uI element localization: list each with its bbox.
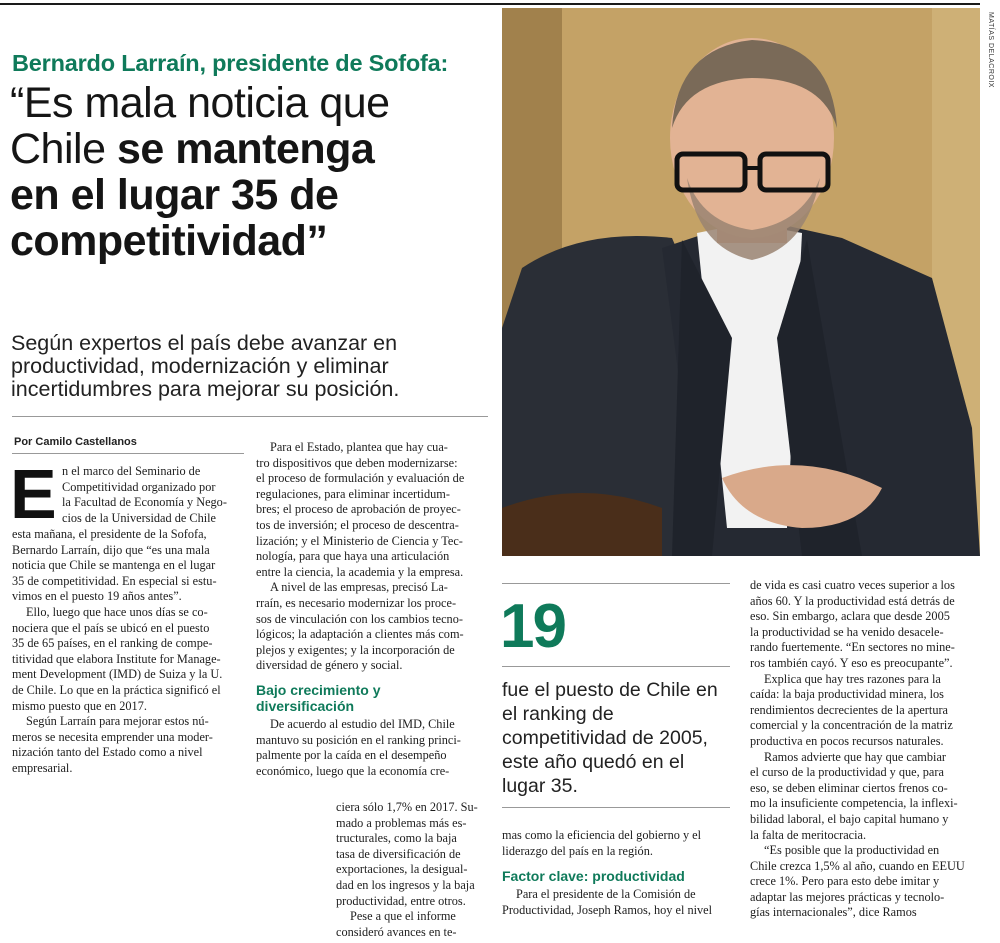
stat-line: este año quedó en el [502,751,685,773]
text-line: tro dispositivos que deben modernizarse: [256,455,458,470]
drop-cap: E [10,455,57,533]
byline-rule [12,453,244,454]
column-4 [750,578,982,921]
text-line: titividad que elabora Institute for Manage- [12,651,221,666]
text-line: caída: la baja productividad minera, los [750,687,944,702]
stat-top-rule [502,583,730,584]
stat-bottom-rule [502,807,730,808]
text-line: noticia que Chile se mantenga en el lugar [12,558,216,573]
stat-line: fue el puesto de Chile en [502,679,718,701]
subhead-line: diversificación [256,697,355,714]
text-line: mantuvo su posición en el ranking princi- [256,732,461,747]
text-line: eso. Sin embargo, aclara que desde 2005 [750,609,950,624]
text-line: tasa de diversificación de [336,846,461,861]
text-line: crece 1%. Pero para esto debe imitar y [750,874,940,889]
text-line: empresarial. [12,760,73,775]
text-line: mismo puesto que en 2017. [12,698,147,713]
text-line: bres; el proceso de aprobación de proyec- [256,502,461,517]
text-line: Bernardo Larraín, dijo que “es una mala [12,542,210,557]
text-line: Para el presidente de la Comisión de [516,887,696,902]
text-line: gías internacionales”, dice Ramos [750,905,917,920]
deck-line: productividad, modernización y eliminar [11,354,389,378]
text-line: rando fuertemente. “En sectores no mine- [750,640,955,655]
deck [11,332,491,401]
text-line: Competitividad organizado por [62,479,216,494]
text-line: rraín, es necesario modernizar los proce- [256,595,457,610]
text-line: rendimientos decrecientes de la apertura [750,702,949,717]
text-line: dad en los ingresos y la baja [336,877,475,892]
text-line: ros también cayó. Y eso es preocupante”. [750,655,953,670]
text-line: consideró avances en te- [336,924,457,939]
text-line: bilidad laboral, el bajo capital humano y [750,811,949,826]
text-line: Ramos advierte que hay que cambiar [764,749,946,764]
text-line: años 60. Y la productividad está detrás de [750,593,955,608]
text-line: diversidad de género y social. [256,658,403,673]
text-line: nización tanto del Estado como a nivel [12,745,203,760]
text-line: n el marco del Seminario de [62,464,201,478]
portrait-photo [502,8,980,556]
headline-line [10,126,490,172]
stat-line: competitividad de 2005, [502,727,708,749]
text-line: regulaciones, para eliminar incertidum- [256,486,450,501]
text-line: 35 de competitividad. En especial si estu- [12,573,217,588]
text-line: nociera que el país se ubicó en el puesto [12,620,210,635]
text-line: cios de la Universidad de Chile [62,510,217,525]
text-line: el curso de la productividad y que, para [750,765,944,780]
text-line: lización; y el Ministerio de Ciencia y Tec- [256,533,463,548]
text-line: Pese a que el informe [350,909,456,924]
headline-line: “Es mala noticia que [10,79,390,127]
text-line: la Facultad de Economía y Nego- [62,495,227,510]
headline-plain: Chile [10,125,117,173]
headline-bold: competitividad” [10,217,328,265]
text-line: entre la ciencia, la academia y la empresa. [256,564,464,579]
text-line: de Chile. Lo que en la práctica significó el [12,682,221,697]
text-line: mo la insuficiente competencia, la inflexi- [750,796,958,811]
subhead-growth [256,682,490,714]
column-1-drop [62,464,242,526]
text-line: la productividad se ha venido desacele- [750,624,944,639]
text-line: de vida es casi cuatro veces superior a los [750,578,955,592]
text-line: mas como la eficiencia del gobierno y el [502,828,702,842]
text-line: 35 de 65 países, en el ranking de compe- [12,636,213,651]
text-line: palmente por la caída en el desempeño [256,748,447,763]
text-line: tructurales, como la baja [336,831,457,846]
text-line: Para el Estado, plantea que hay cua- [270,440,448,454]
text-line: económico, luego que la economía cre- [256,763,450,778]
text-line: exportaciones, la desigual- [336,862,468,877]
text-line: esta mañana, el presidente de la Sofofa, [12,527,207,541]
text-line: De acuerdo al estudio del IMD, Chile [270,716,455,731]
text-line: productividad, entre otros. [336,893,466,908]
text-line: sos de vinculación con los cambios tecno- [256,611,463,626]
photo-credit: MATÍAS DELACROIX [987,12,994,88]
top-rule [0,3,980,5]
stat-number: 19 [500,592,565,661]
text-line: productiva en pocos recursos naturales. [750,733,944,748]
text-line: Productividad, Joseph Ramos, hoy el nivel [502,902,713,917]
stat-line: el ranking de [502,703,614,725]
text-line: Explica que hay tres razones para la [764,671,941,686]
text-line: mado a problemas más es- [336,815,467,830]
deck-rule [12,416,488,417]
text-line: comercial y la concentración de la matriz [750,718,953,733]
column-1 [12,527,244,777]
text-line: ciera sólo 1,7% en 2017. Su- [336,800,478,814]
kicker: Bernardo Larraín, presidente de Sofofa: [12,50,449,76]
byline: Por Camilo Castellanos [14,436,137,448]
text-line: Según Larraín para mejorar estos nú- [26,714,209,729]
text-line: lógicos; la adaptación a clientes más com- [256,627,464,642]
text-line: vimos en el puesto 19 años antes”. [12,589,182,604]
stat-mid-rule [502,666,730,667]
text-line: adaptar las mejores prácticas y tecnolo- [750,889,945,904]
text-line: Ello, luego que hace unos días se co- [26,604,208,619]
subhead-productivity: Factor clave: productividad [502,868,685,885]
text-line: ment Development (IMD) de Suiza y la U. [12,667,223,682]
text-line: meros se necesita emprender una moder- [12,729,213,744]
deck-line: Según expertos el país debe avanzar en [11,331,398,355]
stat-line: lugar 35. [502,775,578,797]
text-line: Chile crezca 1,5% al año, cuando en EEUU [750,858,965,873]
text-line: A nivel de las empresas, precisó La- [270,580,448,595]
headline-line [10,172,490,218]
subhead-line: Bajo crecimiento y [256,681,381,698]
text-line: nología, para que haya una articulación [256,549,450,564]
column-2-narrow [336,800,490,940]
portrait-illustration [502,8,980,556]
text-line: la falta de meritocracia. [750,827,867,842]
text-line: eso, se deben eliminar ciertos frenos co- [750,780,948,795]
text-line: tos de inversión; el proceso de descentra- [256,517,459,532]
column-3 [502,828,734,918]
deck-line: incertidumbres para mejorar su posición. [11,377,400,401]
text-line: el proceso de formulación y evaluación de [256,471,465,486]
headline [10,80,490,264]
text-line: “Es posible que la productividad en [764,843,940,858]
column-2 [256,440,490,779]
headline-line [10,218,490,264]
headline-bold: se mantenga [116,125,375,173]
stat-text [502,678,732,798]
text-line: liderazgo del país en la región. [502,843,653,858]
headline-bold: en el lugar 35 de [10,171,339,219]
text-line: plejos y exigentes; y la incorporación de [256,642,455,657]
